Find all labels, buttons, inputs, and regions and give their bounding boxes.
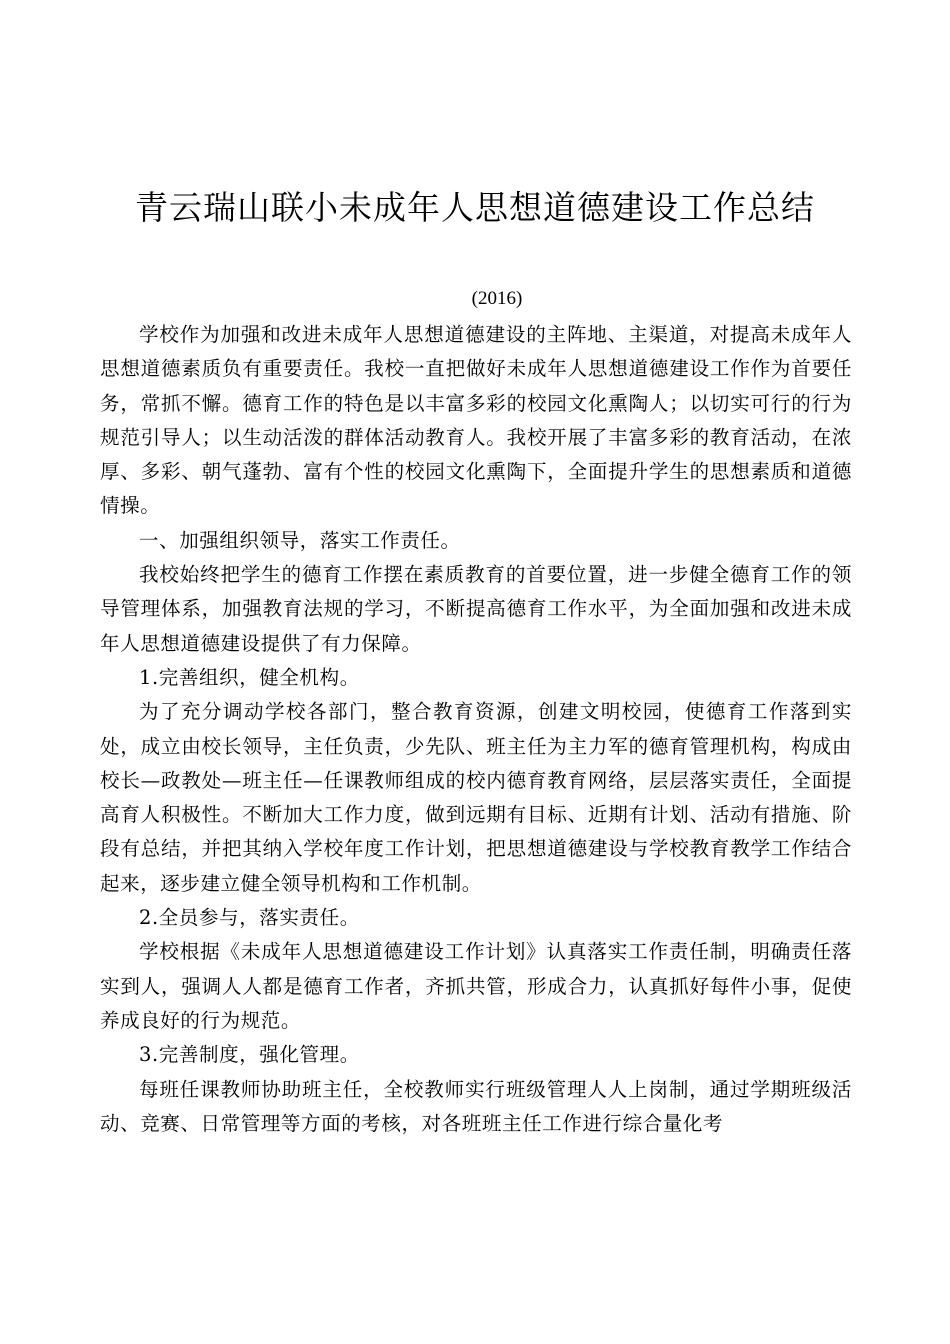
document-title: 青云瑞山联小未成年人思想道德建设工作总结	[135, 188, 815, 227]
subsection-heading-2: 2.全员参与，落实责任。	[139, 906, 360, 930]
subsection-heading-3: 3.完善制度，强化管理。	[139, 1043, 360, 1067]
document-year: (2016)	[471, 288, 523, 309]
document-body	[100, 318, 852, 1141]
intro-paragraph: 学校作为加强和改进未成年人思想道德建设的主阵地、主渠道，对提高未成年人思想道德素质负有重要责任。我校一直把做好未成年人思想道德建设工作作为首要任务，常抓不懈。德育工作的特色是以丰富多彩的校园文化熏陶人；以切实可行的行为规范引导人；以生动活泼的群体活动教育人。我校开展了丰富多彩的教育活动，在浓厚、多彩、朝气蓬勃、富有个性的校园文化熏陶下，全面提升学生的思想素质和道德情操。	[100, 323, 852, 518]
subsection-heading-1: 1.完善组织，健全机构。	[139, 665, 360, 689]
section-paragraph-1: 我校始终把学生的德育工作摆在素质教育的首要位置，进一步健全德育工作的领导管理体系，加强教育法规的学习，不断提高德育工作水平，为全面加强和改进未成年人思想道德建设提供了有力保障。	[100, 563, 852, 655]
subsection-paragraph-3: 每班任课教师协助班主任，全校教师实行班级管理人人上岗制，通过学期班级活动、竞赛、日常管理等方面的考核，对各班班主任工作进行综合量化考	[100, 1077, 852, 1135]
subsection-paragraph-2: 学校根据《未成年人思想道德建设工作计划》认真落实工作责任制，明确责任落实到人，强调人人都是德育工作者，齐抓共管，形成合力，认真抓好每件小事，促使养成良好的行为规范。	[100, 940, 852, 1032]
subsection-paragraph-1: 为了充分调动学校各部门，整合教育资源，创建文明校园，使德育工作落到实处，成立由校长领导，主任负责，少先队、班主任为主力军的德育管理机构，构成由校长—政教处—班主任—任课教师组成的校内德育教育网络，层层落实责任，全面提高育人积极性。不断加大工作力度，做到远期有目标、近期有计划、活动有措施、阶段有总结，并把其纳入学校年度工作计划，把思想道德建设与学校教育教学工作结合起来，逐步建立健全领导机构和工作机制。	[100, 700, 852, 895]
section-heading-1: 一、加强组织领导，落实工作责任。	[139, 528, 461, 552]
